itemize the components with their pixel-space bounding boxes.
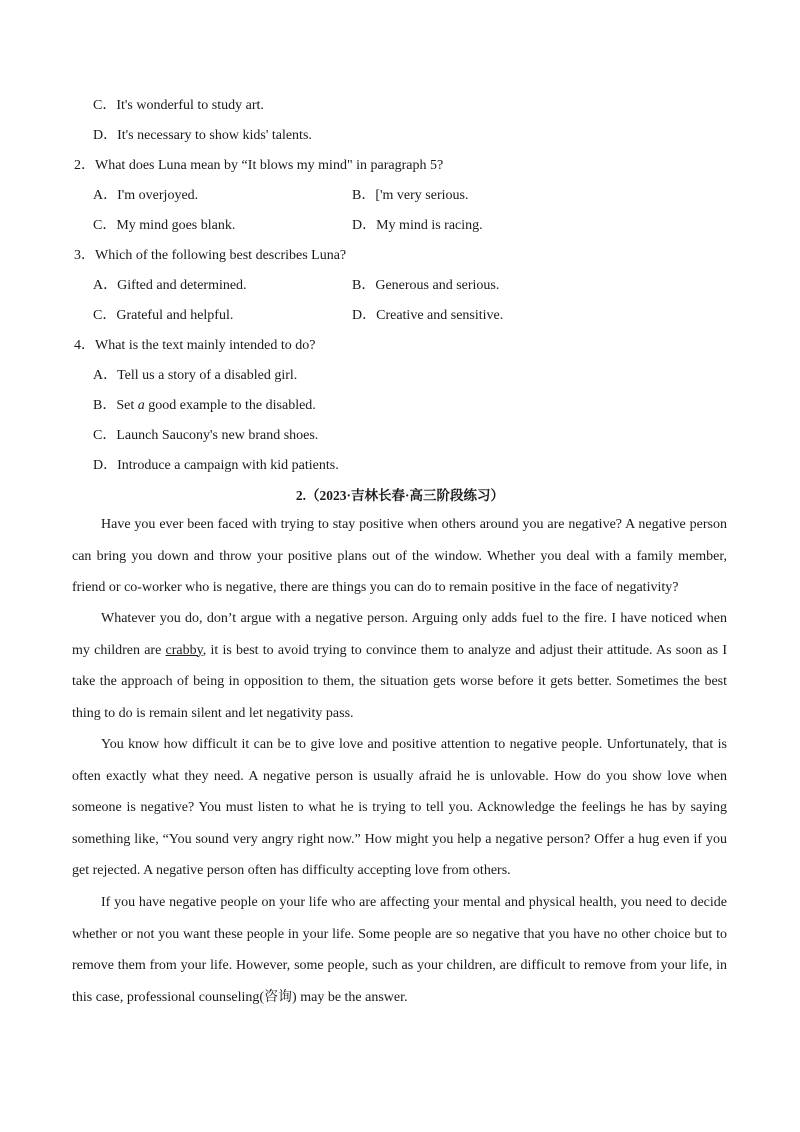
q4-option-b [93,396,316,416]
q3-option-d: D．Creative and sensitive. [352,308,504,323]
paragraph-4-text: If you have negative people on your life who are affecting your mental and physical health, you need to decide whether or not you want these people in your life. Some people are so negative that you have no other choice but to remove them from your life. However, some people, such as your children, are difficult to remove from your life, in this case, professional counseling(咨询) may be the answer. [72,895,727,1005]
passage-paragraph-1 [72,509,727,604]
q4-option-b-post: good example to the disabled. [144,398,316,413]
q2-option-a: A．I'm overjoyed. [93,188,199,203]
q4-option-b-article: a [137,398,145,413]
paragraph-1-text: Have you ever been faced with trying to stay positive when others around you are negative? A negative person can bring you down and throw your positive plans out of the window. Whether you deal with a family member, friend or co-worker who is negative, there are things you can do to remain positive in the face of negativity? [72,517,727,596]
q4-stem: 4．What is the text mainly intended to do? [74,338,316,353]
q1-option-d: D．It's necessary to show kids' talents. [93,128,312,143]
paragraph-3-text: You know how difficult it can be to give love and positive attention to negative people. Unfortunately, that is often exactly what they need. A negative person is usually afraid he is unlovable. How do you show love when someone is negative? You must listen to what he is trying to tell you. Acknowledge the feelings he has by saying something like, “You sound very angry right now.” How might you help a negative person? Offer a hug even if you get rejected. A negative person often has difficulty accepting love from others. [72,737,727,879]
passage-paragraph-3 [72,729,727,887]
q3-option-a: A．Gifted and determined. [93,278,247,293]
passage-paragraph-2 [72,603,727,729]
q4-option-c: C．Launch Saucony's new brand shoes. [93,428,319,443]
q2-stem: 2．What does Luna mean by “It blows my mind" in paragraph 5? [74,158,444,173]
q2-option-c: C．My mind goes blank. [93,218,236,233]
underlined-word-crabby: crabby [165,642,203,658]
q2-option-d: D．My mind is racing. [352,218,483,233]
q2-option-b: B．['m very serious. [352,188,469,203]
q4-option-b-pre: B．Set [93,398,138,413]
q1-option-c: C．It's wonderful to study art. [93,98,264,113]
section-title: 2.（2023·吉林长春·高三阶段练习） [295,488,505,503]
q4-option-a: A．Tell us a story of a disabled girl. [93,368,298,383]
q4-option-d: D．Introduce a campaign with kid patients. [93,458,339,473]
paragraph-2-text-post: , it is best to avoid trying to convince them to analyze and adjust their attitude. As soon as I take the approach of being in opposition to them, the situation gets worse before it gets better. Sometimes the best thing to do is remain silent and let negativity pass. [72,642,727,721]
q3-stem: 3．Which of the following best describes Luna? [74,248,347,263]
passage-paragraph-4 [72,887,727,1013]
paragraph-2-text-pre: Whatever you do, don’t argue with a negative person. Arguing only adds fuel to the fire. I have noticed when my children are [72,611,727,658]
q3-option-c: C．Grateful and helpful. [93,308,234,323]
q3-option-b: B．Generous and serious. [352,278,500,293]
